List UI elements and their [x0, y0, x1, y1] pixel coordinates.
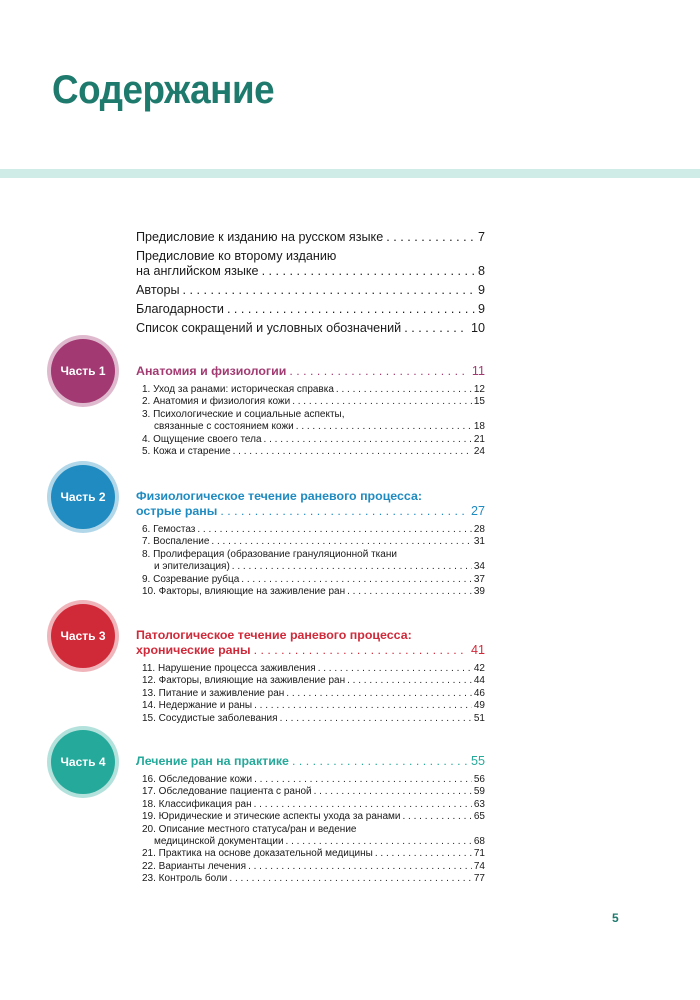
- page-ref: 34: [473, 561, 485, 573]
- part-3-title[interactable]: Патологическое течение раневого процесса: хронические раны . . . 41: [136, 628, 485, 658]
- page-title: Содержание: [52, 68, 275, 112]
- page-ref: 11: [471, 364, 485, 378]
- page-ref: 7: [477, 230, 485, 244]
- part-1-block: [136, 364, 485, 458]
- page-ref: 59: [473, 786, 485, 798]
- leader-dots: [197, 524, 472, 536]
- part-4-badge: Часть 4: [51, 730, 115, 794]
- page-ref: 24: [473, 446, 485, 458]
- part-4-block: [136, 754, 485, 886]
- leader-dots: [262, 264, 475, 279]
- page-ref: 28: [473, 524, 485, 535]
- toc-entry-authors[interactable]: Авторы . . . 9: [136, 283, 485, 298]
- leader-dots: [264, 434, 472, 446]
- toc-entry-preface-ru[interactable]: Предисловие к изданию на русском языке . . . 7: [136, 230, 485, 245]
- page-ref: 71: [473, 848, 485, 860]
- chapter-10[interactable]: 10. Факторы, влияющие на заживление ран . . . 39: [142, 586, 485, 598]
- leader-dots: [286, 688, 472, 700]
- part-1-badge: Часть 1: [51, 339, 115, 403]
- leader-dots: [347, 586, 472, 598]
- page-ref: 9: [477, 302, 485, 316]
- page-ref: 49: [473, 700, 485, 712]
- leader-dots: [292, 754, 468, 769]
- page-ref: 18: [473, 421, 485, 433]
- chapter-16[interactable]: 16. Обследование кожи . . . 56: [142, 774, 485, 786]
- leader-dots: [386, 230, 475, 245]
- leader-dots: [296, 421, 472, 433]
- chapter-14[interactable]: 14. Недержание и раны . . . 49: [142, 700, 485, 712]
- part-3-block: [136, 628, 485, 725]
- chapter-23[interactable]: 23. Контроль боли . . . 77: [142, 873, 485, 885]
- page-ref: 56: [473, 774, 485, 785]
- chapter-3[interactable]: 3. Психологические и социальные аспекты, связанные с состоянием кожи . . . 18: [142, 409, 485, 434]
- chapter-22[interactable]: 22. Варианты лечения . . . 74: [142, 861, 485, 873]
- page-ref: 39: [473, 586, 485, 598]
- leader-dots: [183, 283, 475, 298]
- page-ref: 65: [473, 811, 485, 823]
- leader-dots: [227, 302, 475, 317]
- part-2-badge: Часть 2: [51, 465, 115, 529]
- page-ref: 55: [470, 754, 485, 768]
- page-ref: 9: [477, 283, 485, 297]
- leader-dots: [233, 446, 472, 458]
- leader-dots: [248, 861, 472, 873]
- chapter-13[interactable]: 13. Питание и заживление ран . . . 46: [142, 688, 485, 700]
- chapter-12[interactable]: 12. Факторы, влияющие на заживление ран . . . 44: [142, 675, 485, 687]
- part-2-title[interactable]: Физиологическое течение раневого процесса: острые раны . . . 27: [136, 489, 485, 519]
- leader-dots: [318, 663, 472, 675]
- chapter-4[interactable]: 4. Ощущение своего тела . . . 21: [142, 434, 485, 446]
- part-2-block: [136, 489, 485, 598]
- page-ref: 27: [470, 504, 485, 518]
- leader-dots: [229, 873, 471, 885]
- page-ref: 15: [473, 396, 485, 408]
- chapter-7[interactable]: 7. Воспаление . . . 31: [142, 536, 485, 548]
- part-1-title[interactable]: Анатомия и физиологии . . . 11: [136, 364, 485, 379]
- page-ref: 74: [473, 860, 485, 872]
- chapter-5[interactable]: 5. Кожа и старение . . . 24: [142, 446, 485, 458]
- leader-dots: [241, 574, 472, 586]
- chapter-19[interactable]: 19. Юридические и этические аспекты ухода за ранами . . . 65: [142, 811, 485, 823]
- page-number: 5: [612, 911, 619, 925]
- leader-dots: [254, 700, 472, 712]
- page-ref: 44: [473, 675, 485, 687]
- title-band: [0, 169, 700, 178]
- page-ref: 10: [470, 321, 485, 335]
- leader-dots: [220, 504, 468, 519]
- chapter-11[interactable]: 11. Нарушение процесса заживления . . . 42: [142, 663, 485, 675]
- leader-dots: [289, 364, 469, 379]
- chapter-2[interactable]: 2. Анатомия и физиология кожи . . . 15: [142, 396, 485, 408]
- chapter-15[interactable]: 15. Сосудистые заболевания . . . 51: [142, 713, 485, 725]
- leader-dots: [375, 848, 472, 860]
- leader-dots: [314, 786, 472, 798]
- part-3-badge: Часть 3: [51, 604, 115, 668]
- page-ref: 42: [473, 663, 485, 674]
- leader-dots: [404, 321, 468, 336]
- leader-dots: [286, 836, 472, 848]
- leader-dots: [254, 643, 468, 658]
- leader-dots: [211, 536, 471, 548]
- chapter-21[interactable]: 21. Практика на основе доказательной медицины . . . 71: [142, 848, 485, 860]
- chapter-17[interactable]: 17. Обследование пациента с раной . . . 59: [142, 786, 485, 798]
- leader-dots: [254, 799, 472, 811]
- chapter-18[interactable]: 18. Классификация ран . . . 63: [142, 799, 485, 811]
- leader-dots: [292, 396, 472, 408]
- leader-dots: [254, 774, 472, 786]
- leader-dots: [336, 384, 472, 396]
- page-ref: 46: [473, 687, 485, 699]
- chapter-6[interactable]: 6. Гемостаз . . . 28: [142, 524, 485, 536]
- leader-dots: [402, 811, 471, 823]
- toc-entry-thanks[interactable]: Благодарности . . . 9: [136, 302, 485, 317]
- page-ref: 31: [473, 536, 485, 548]
- page-ref: 21: [473, 433, 485, 445]
- page-ref: 12: [473, 384, 485, 395]
- chapter-9[interactable]: 9. Созревание рубца . . . 37: [142, 574, 485, 586]
- page-ref: 77: [473, 873, 485, 885]
- page-ref: 51: [473, 712, 485, 724]
- leader-dots: [232, 561, 472, 573]
- page-ref: 8: [477, 264, 485, 278]
- toc-entry-abbrev[interactable]: Список сокращений и условных обозначений . . . 10: [136, 321, 485, 336]
- page-ref: 68: [473, 836, 485, 848]
- chapter-20[interactable]: 20. Описание местного статуса/ран и ведение медицинской документации . . . 68: [142, 824, 485, 849]
- chapter-8[interactable]: 8. Пролиферация (образование грануляционной ткани и эпителизация) . . . 34: [142, 549, 485, 574]
- part-4-title[interactable]: Лечение ран на практике . . . 55: [136, 754, 485, 769]
- leader-dots: [280, 713, 472, 725]
- leader-dots: [347, 675, 472, 687]
- page-ref: 63: [473, 798, 485, 810]
- toc-entry-preface-en[interactable]: Предисловие ко второму изданию на английском языке . . . 8: [136, 249, 485, 279]
- page-ref: 37: [473, 573, 485, 585]
- chapter-1[interactable]: 1. Уход за ранами: историческая справка . . . 12: [142, 384, 485, 396]
- page-ref: 41: [470, 643, 485, 657]
- front-matter-list: [136, 230, 485, 340]
